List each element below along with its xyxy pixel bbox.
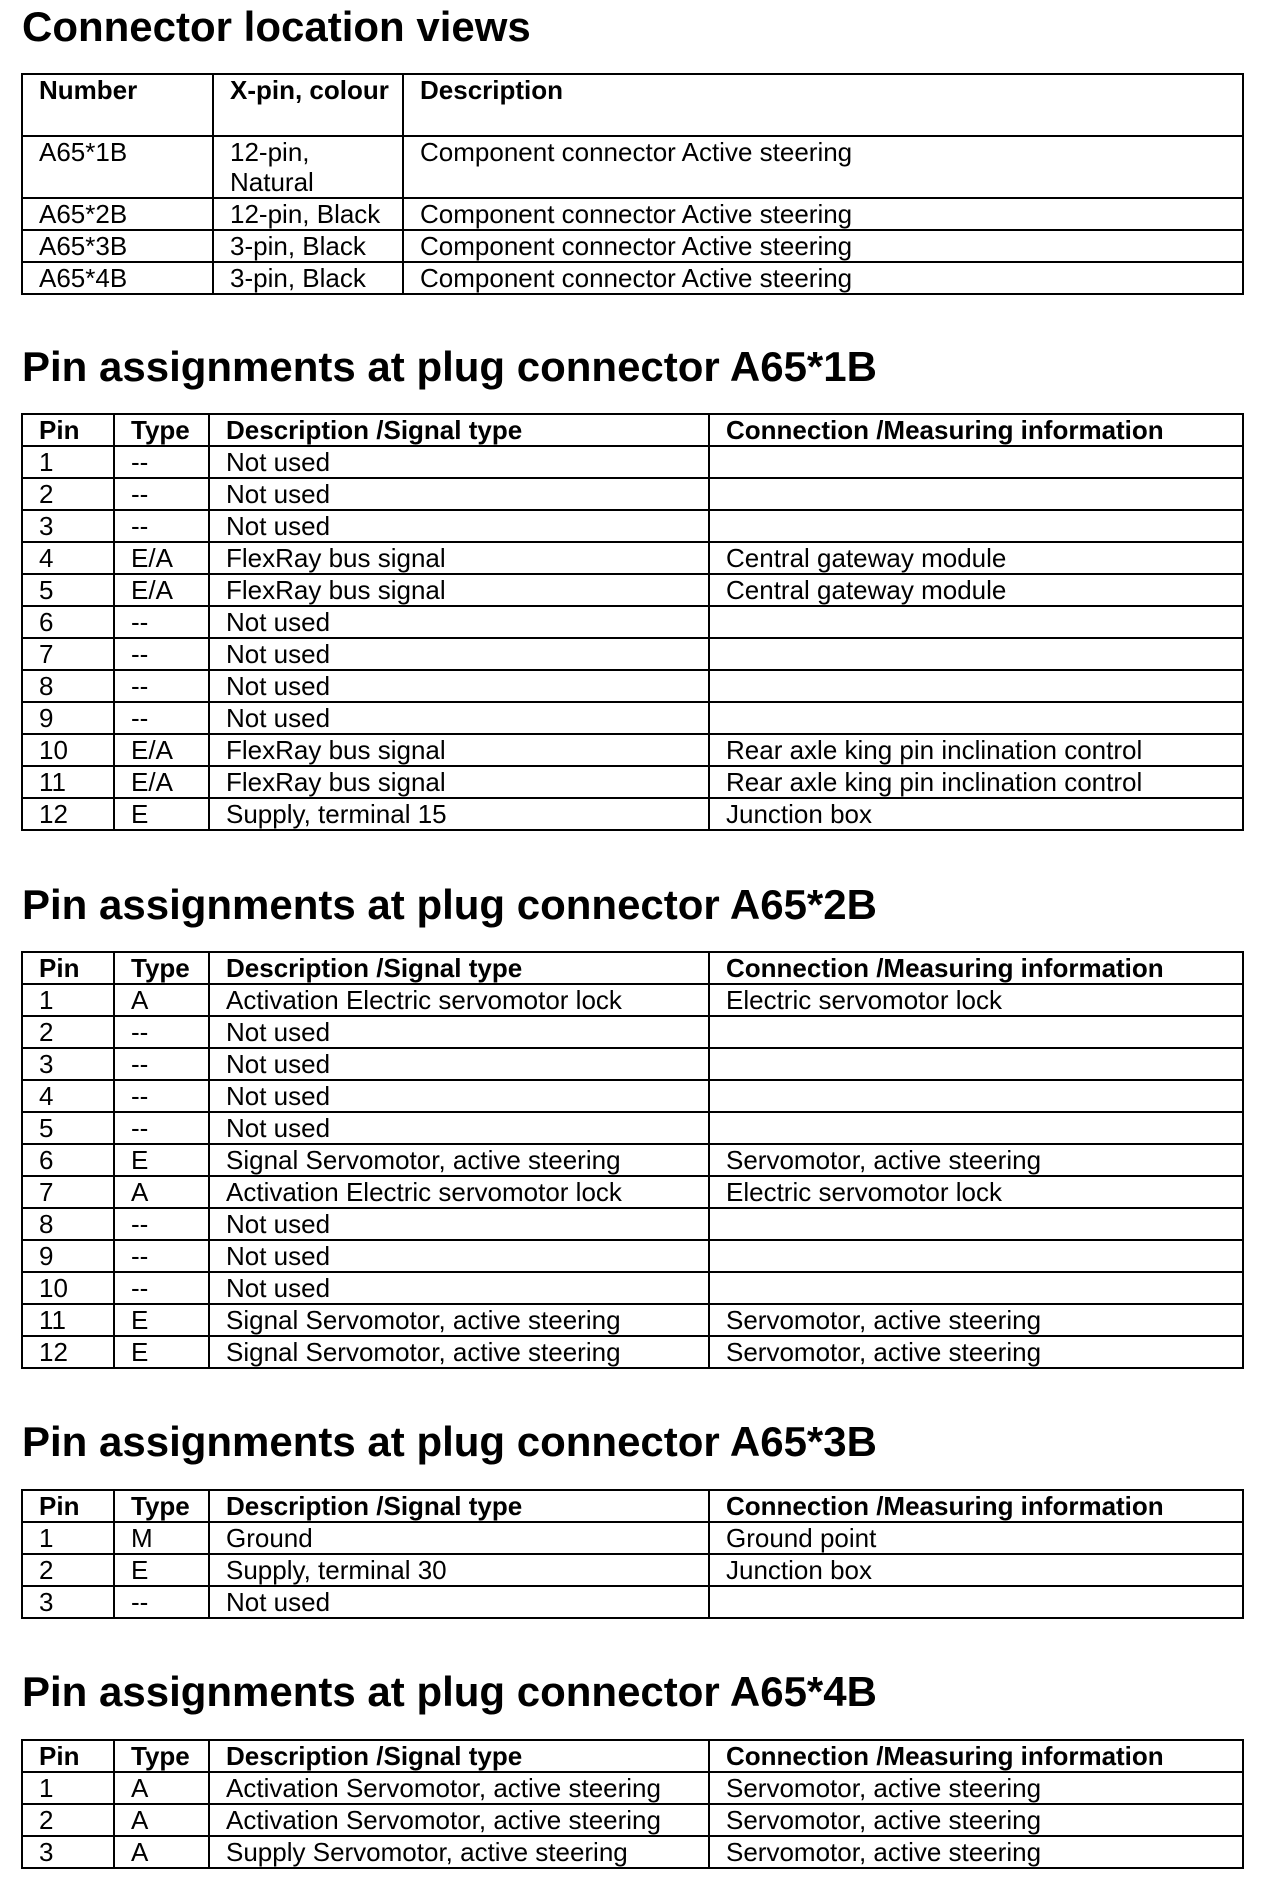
table-cell: 1: [22, 1522, 114, 1554]
table-row: [22, 1016, 1243, 1048]
table-cell: E: [114, 798, 209, 830]
table-row: [22, 1112, 1243, 1144]
table-row: [22, 1208, 1243, 1240]
table-cell: 11: [22, 1304, 114, 1336]
table-cell: 1: [22, 1772, 114, 1804]
table-cell: 12-pin, Black: [213, 198, 403, 230]
table-cell: Rear axle king pin inclination control: [709, 766, 1243, 798]
table-cell: [709, 478, 1243, 510]
table-cell: [709, 1208, 1243, 1240]
pin-assignment-table: [21, 1489, 1244, 1619]
table-cell: Not used: [209, 670, 709, 702]
column-header: Description /Signal type: [209, 952, 709, 984]
table-cell: 3: [22, 1586, 114, 1618]
table-row: [22, 510, 1243, 542]
table-row: [22, 1304, 1243, 1336]
table-row: [22, 1836, 1243, 1868]
column-header: Type: [114, 1740, 209, 1772]
column-header: Description /Signal type: [209, 1740, 709, 1772]
table-cell: 8: [22, 1208, 114, 1240]
table-row: [22, 542, 1243, 574]
table-cell: [709, 1016, 1243, 1048]
table-cell: [709, 638, 1243, 670]
table-row: [22, 1554, 1243, 1586]
table-cell: Not used: [209, 478, 709, 510]
table-cell: FlexRay bus signal: [209, 766, 709, 798]
column-header: X-pin, colour: [213, 74, 403, 136]
table-cell: 7: [22, 638, 114, 670]
table-cell: Not used: [209, 638, 709, 670]
column-header: Pin: [22, 414, 114, 446]
table-cell: [709, 1586, 1243, 1618]
table-cell: Activation Electric servomotor lock: [209, 1176, 709, 1208]
table-cell: A: [114, 984, 209, 1016]
table-cell: Signal Servomotor, active steering: [209, 1144, 709, 1176]
table-header-row: [22, 414, 1243, 446]
column-header: Connection /Measuring information: [709, 414, 1243, 446]
table-cell: Not used: [209, 1016, 709, 1048]
column-header: Pin: [22, 1740, 114, 1772]
table-row: [22, 198, 1243, 230]
column-header: Type: [114, 952, 209, 984]
column-header: Connection /Measuring information: [709, 1490, 1243, 1522]
table-cell: A65*3B: [22, 230, 213, 262]
column-header: Type: [114, 414, 209, 446]
pin-assignment-table: [21, 1739, 1244, 1869]
table-cell: --: [114, 1208, 209, 1240]
table-cell: --: [114, 510, 209, 542]
table-cell: Junction box: [709, 1554, 1243, 1586]
table-cell: 4: [22, 542, 114, 574]
table-cell: --: [114, 478, 209, 510]
table-row: [22, 670, 1243, 702]
table-cell: --: [114, 1016, 209, 1048]
table-row: [22, 446, 1243, 478]
table-cell: Servomotor, active steering: [709, 1144, 1243, 1176]
table-row: [22, 230, 1243, 262]
table-cell: --: [114, 606, 209, 638]
table-cell: 2: [22, 1804, 114, 1836]
table-row: [22, 766, 1243, 798]
table-cell: E: [114, 1144, 209, 1176]
table-row: [22, 1272, 1243, 1304]
table-row: [22, 734, 1243, 766]
table-cell: 3-pin, Black: [213, 262, 403, 294]
column-header: Connection /Measuring information: [709, 952, 1243, 984]
table-cell: [709, 510, 1243, 542]
table-cell: 11: [22, 766, 114, 798]
pin-assignment-table: [21, 951, 1244, 1369]
table-cell: 9: [22, 1240, 114, 1272]
table-cell: 2: [22, 1554, 114, 1586]
table-cell: 5: [22, 1112, 114, 1144]
table-cell: FlexRay bus signal: [209, 542, 709, 574]
table-cell: --: [114, 1272, 209, 1304]
table-cell: --: [114, 446, 209, 478]
table-cell: [709, 1048, 1243, 1080]
table-cell: Central gateway module: [709, 542, 1243, 574]
section-title: Pin assignments at plug connector A65*4B: [22, 1668, 877, 1715]
table-cell: Component connector Active steering: [403, 262, 1243, 294]
column-header: Description /Signal type: [209, 1490, 709, 1522]
table-cell: 5: [22, 574, 114, 606]
column-header: Description: [403, 74, 1243, 136]
table-cell: A: [114, 1804, 209, 1836]
table-cell: Not used: [209, 1112, 709, 1144]
table-row: [22, 1080, 1243, 1112]
pin-assignment-table: [21, 413, 1244, 831]
table-cell: E: [114, 1554, 209, 1586]
table-cell: 1: [22, 446, 114, 478]
table-cell: Not used: [209, 1240, 709, 1272]
table-cell: Not used: [209, 702, 709, 734]
location-views-table: [21, 73, 1244, 295]
table-cell: --: [114, 1080, 209, 1112]
table-cell: Supply, terminal 30: [209, 1554, 709, 1586]
section-title: Pin assignments at plug connector A65*2B: [22, 881, 877, 928]
table-row: [22, 1336, 1243, 1368]
table-cell: Electric servomotor lock: [709, 1176, 1243, 1208]
table-cell: Servomotor, active steering: [709, 1304, 1243, 1336]
table-cell: --: [114, 702, 209, 734]
table-cell: A65*1B: [22, 136, 213, 198]
table-cell: Not used: [209, 1080, 709, 1112]
table-cell: 8: [22, 670, 114, 702]
table-cell: Activation Electric servomotor lock: [209, 984, 709, 1016]
table-row: [22, 1176, 1243, 1208]
table-cell: [709, 1272, 1243, 1304]
table-cell: A: [114, 1176, 209, 1208]
table-cell: [709, 1112, 1243, 1144]
table-cell: Component connector Active steering: [403, 230, 1243, 262]
table-cell: Servomotor, active steering: [709, 1804, 1243, 1836]
table-cell: --: [114, 1112, 209, 1144]
table-row: [22, 1144, 1243, 1176]
table-row: [22, 1804, 1243, 1836]
table-cell: E/A: [114, 542, 209, 574]
table-row: [22, 574, 1243, 606]
table-cell: 10: [22, 734, 114, 766]
table-cell: [709, 606, 1243, 638]
table-cell: [709, 1240, 1243, 1272]
table-cell: E: [114, 1336, 209, 1368]
table-header-row: [22, 1490, 1243, 1522]
table-cell: --: [114, 638, 209, 670]
table-cell: Not used: [209, 606, 709, 638]
table-cell: FlexRay bus signal: [209, 734, 709, 766]
table-cell: 3-pin, Black: [213, 230, 403, 262]
table-cell: [709, 1080, 1243, 1112]
table-row: [22, 606, 1243, 638]
table-row: [22, 1048, 1243, 1080]
column-header: Number: [22, 74, 213, 136]
table-cell: 2: [22, 478, 114, 510]
table-cell: 3: [22, 1836, 114, 1868]
section-title: Pin assignments at plug connector A65*3B: [22, 1418, 877, 1465]
table-cell: A65*2B: [22, 198, 213, 230]
table-cell: M: [114, 1522, 209, 1554]
table-header-row: [22, 74, 1243, 136]
table-cell: Signal Servomotor, active steering: [209, 1336, 709, 1368]
table-cell: --: [114, 1586, 209, 1618]
table-cell: Not used: [209, 1208, 709, 1240]
table-cell: 1: [22, 984, 114, 1016]
column-header: Type: [114, 1490, 209, 1522]
table-header-row: [22, 1740, 1243, 1772]
table-cell: 9: [22, 702, 114, 734]
table-cell: --: [114, 1048, 209, 1080]
table-row: [22, 1586, 1243, 1618]
table-cell: Activation Servomotor, active steering: [209, 1772, 709, 1804]
column-header: Pin: [22, 1490, 114, 1522]
table-cell: Not used: [209, 446, 709, 478]
table-cell: [709, 446, 1243, 478]
table-cell: 3: [22, 510, 114, 542]
table-cell: Servomotor, active steering: [709, 1336, 1243, 1368]
table-cell: A65*4B: [22, 262, 213, 294]
table-cell: [709, 702, 1243, 734]
table-row: [22, 136, 1243, 198]
table-cell: E/A: [114, 574, 209, 606]
table-cell: Not used: [209, 1586, 709, 1618]
table-cell: --: [114, 670, 209, 702]
table-cell: Not used: [209, 1048, 709, 1080]
table-cell: 12: [22, 798, 114, 830]
table-cell: Central gateway module: [709, 574, 1243, 606]
table-cell: 10: [22, 1272, 114, 1304]
table-cell: Component connector Active steering: [403, 136, 1243, 198]
table-row: [22, 478, 1243, 510]
table-cell: Not used: [209, 510, 709, 542]
table-cell: Not used: [209, 1272, 709, 1304]
table-cell: Servomotor, active steering: [709, 1836, 1243, 1868]
table-row: [22, 638, 1243, 670]
table-cell: Junction box: [709, 798, 1243, 830]
table-cell: 4: [22, 1080, 114, 1112]
table-cell: Servomotor, active steering: [709, 1772, 1243, 1804]
section-title: Pin assignments at plug connector A65*1B: [22, 343, 877, 390]
table-cell: Supply, terminal 15: [209, 798, 709, 830]
table-cell: [709, 670, 1243, 702]
table-row: [22, 702, 1243, 734]
table-row: [22, 1772, 1243, 1804]
table-row: [22, 262, 1243, 294]
table-cell: Ground: [209, 1522, 709, 1554]
table-cell: Rear axle king pin inclination control: [709, 734, 1243, 766]
table-row: [22, 798, 1243, 830]
table-cell: 2: [22, 1016, 114, 1048]
table-cell: 7: [22, 1176, 114, 1208]
table-row: [22, 1522, 1243, 1554]
column-header: Connection /Measuring information: [709, 1740, 1243, 1772]
table-cell: FlexRay bus signal: [209, 574, 709, 606]
table-header-row: [22, 952, 1243, 984]
table-cell: 3: [22, 1048, 114, 1080]
table-cell: Activation Servomotor, active steering: [209, 1804, 709, 1836]
table-cell: Component connector Active steering: [403, 198, 1243, 230]
table-cell: Signal Servomotor, active steering: [209, 1304, 709, 1336]
table-cell: 12-pin, Natural: [213, 136, 403, 198]
table-cell: A: [114, 1772, 209, 1804]
table-cell: 6: [22, 606, 114, 638]
table-cell: 12: [22, 1336, 114, 1368]
table-cell: --: [114, 1240, 209, 1272]
column-header: Pin: [22, 952, 114, 984]
table-cell: 6: [22, 1144, 114, 1176]
table-cell: Supply Servomotor, active steering: [209, 1836, 709, 1868]
location-views-title: Connector location views: [22, 3, 531, 50]
table-row: [22, 1240, 1243, 1272]
table-cell: E/A: [114, 766, 209, 798]
table-cell: Ground point: [709, 1522, 1243, 1554]
column-header: Description /Signal type: [209, 414, 709, 446]
table-cell: Electric servomotor lock: [709, 984, 1243, 1016]
table-row: [22, 984, 1243, 1016]
table-cell: E: [114, 1304, 209, 1336]
table-cell: A: [114, 1836, 209, 1868]
table-cell: E/A: [114, 734, 209, 766]
